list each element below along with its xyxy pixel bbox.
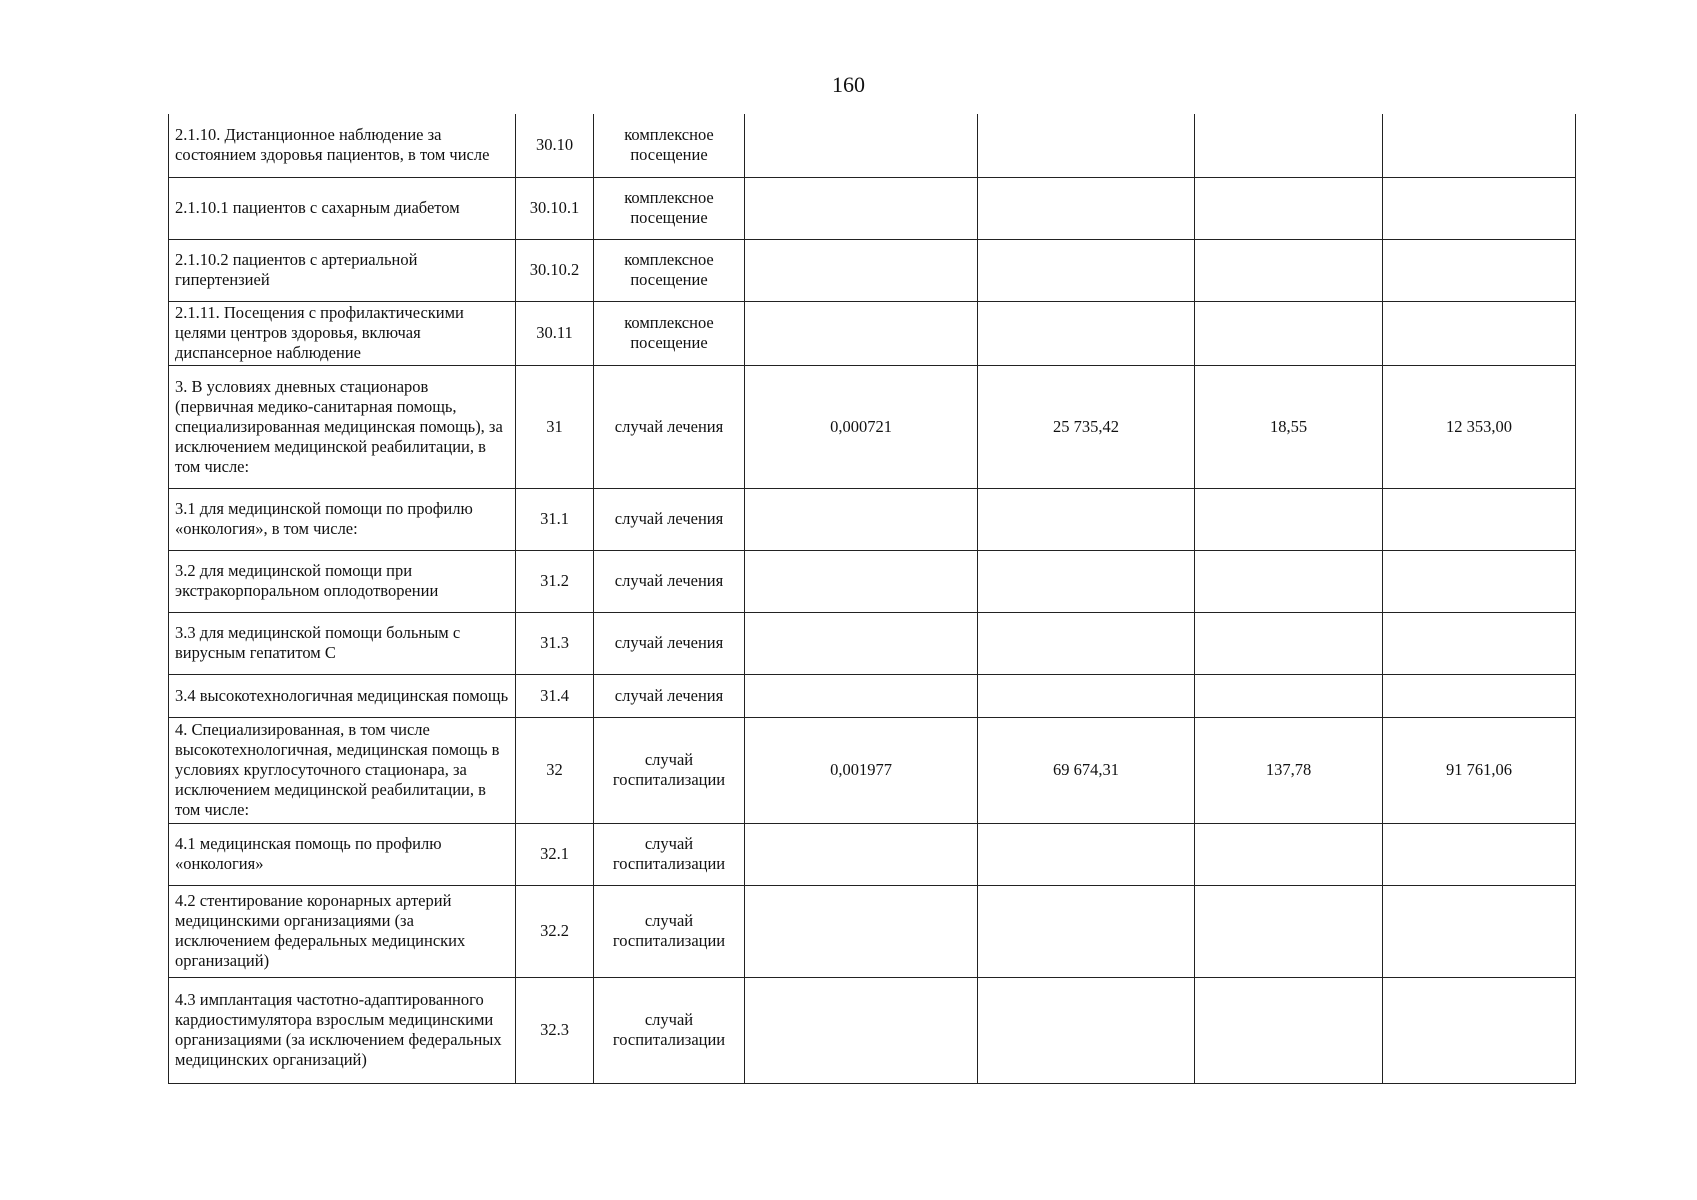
- row-value-1: [745, 550, 978, 612]
- table-row: [169, 977, 1576, 1083]
- row-code: 31.4: [540, 685, 569, 705]
- row-unit: комплексное посещение: [624, 313, 714, 352]
- row-unit-cell: [594, 885, 745, 977]
- row-code: 31: [546, 416, 563, 436]
- table-row: [169, 612, 1576, 674]
- row-value-3: [1195, 612, 1383, 674]
- row-code: 32: [546, 760, 563, 779]
- row-unit: случай лечения: [614, 633, 724, 652]
- row-value-2: [978, 885, 1195, 977]
- table-row: [169, 550, 1576, 612]
- row-value-3: [1195, 301, 1383, 365]
- row-name-cell: [169, 365, 516, 488]
- row-unit-cell: [594, 365, 745, 488]
- row-name-cell: [169, 550, 516, 612]
- row-code: 32.3: [540, 1020, 569, 1039]
- row-code: 31.2: [540, 571, 569, 590]
- row-code-cell: [516, 488, 594, 550]
- row-unit-cell: [594, 239, 745, 301]
- row-name-cell: [169, 674, 516, 717]
- row-value-4: [1383, 885, 1576, 977]
- row-value-3: [1195, 488, 1383, 550]
- row-name-cell: [169, 612, 516, 674]
- row-value-4: [1383, 301, 1576, 365]
- row-unit: случай лечения: [614, 685, 724, 705]
- row-name: 2.1.11. Посещения с профилактическими целями центров здоровья, включая диспансерное наблюдение: [175, 303, 464, 362]
- row-value-1: [745, 885, 978, 977]
- row-name-cell: [169, 977, 516, 1083]
- page-number: 160: [832, 72, 865, 97]
- row-unit: комплексное посещение: [624, 188, 714, 227]
- row-value-1: 0,000721: [745, 365, 978, 488]
- row-value-1: [745, 823, 978, 885]
- row-name-cell: [169, 301, 516, 365]
- row-value-1: [745, 612, 978, 674]
- row-value-4: [1383, 239, 1576, 301]
- row-unit: комплексное посещение: [624, 250, 714, 289]
- table-row: [169, 885, 1576, 977]
- row-unit: случай лечения: [614, 509, 724, 528]
- row-value-4: [1383, 823, 1576, 885]
- row-value-1: [745, 674, 978, 717]
- table-row: [169, 488, 1576, 550]
- table-row: [169, 114, 1576, 177]
- row-value-1: [745, 977, 978, 1083]
- row-code: 30.10.2: [529, 260, 580, 279]
- row-value-2: [978, 488, 1195, 550]
- row-code-cell: [516, 717, 594, 823]
- row-value-1: [745, 177, 978, 239]
- row-name: 2.1.10. Дистанционное наблюдение за состоянием здоровья пациентов, в том числе: [175, 125, 490, 165]
- row-code: 31.1: [540, 509, 569, 528]
- row-name: 4.1 медицинская помощь по профилю «онкология»: [175, 834, 442, 873]
- table-row: [169, 717, 1576, 823]
- row-value-2: [978, 674, 1195, 717]
- row-value-3: [1195, 114, 1383, 177]
- row-value-4: [1383, 674, 1576, 717]
- row-value-3: [1195, 550, 1383, 612]
- table-row: [169, 239, 1576, 301]
- row-name-cell: [169, 823, 516, 885]
- row-name: 3. В условиях дневных стационаров (первичная медико-санитарная помощь, специализированная медицинская помощь), за исключением медицинской реабилитации, в том числе:: [175, 376, 503, 476]
- row-value-3: [1195, 885, 1383, 977]
- row-name: 4. Специализированная, в том числе высокотехнологичная, медицинская помощь в условиях круглосуточного стационара, за исключением медицинской реабилитации, в том числе:: [175, 720, 500, 819]
- row-code: 30.10.1: [529, 198, 580, 217]
- row-value-3: [1195, 674, 1383, 717]
- row-value-4: [1383, 114, 1576, 177]
- row-value-4: 12 353,00: [1383, 365, 1576, 488]
- row-code: 30.11: [536, 323, 573, 342]
- row-value-2: [978, 550, 1195, 612]
- table-row: [169, 674, 1576, 717]
- row-code-cell: [516, 823, 594, 885]
- row-code: 32.2: [540, 921, 569, 940]
- row-name: 4.2 стентирование коронарных артерий медицинскими организациями (за исключением федеральных медицинских организаций): [175, 891, 466, 970]
- row-value-4: [1383, 488, 1576, 550]
- row-unit-cell: [594, 488, 745, 550]
- row-unit: комплексное посещение: [624, 125, 714, 165]
- row-value-1: [745, 301, 978, 365]
- row-unit-cell: [594, 177, 745, 239]
- row-value-2: [978, 612, 1195, 674]
- row-code-cell: [516, 885, 594, 977]
- row-value-3: [1195, 177, 1383, 239]
- row-value-2: [978, 177, 1195, 239]
- row-code-cell: [516, 239, 594, 301]
- row-name-cell: [169, 114, 516, 177]
- row-code-cell: [516, 612, 594, 674]
- row-value-1: [745, 488, 978, 550]
- table-row: [169, 177, 1576, 239]
- row-name: 2.1.10.1 пациентов с сахарным диабетом: [175, 198, 460, 217]
- row-value-3: [1195, 239, 1383, 301]
- row-value-1: [745, 239, 978, 301]
- row-value-3: 137,78: [1195, 717, 1383, 823]
- row-name: 3.4 высокотехнологичная медицинская помощь: [175, 685, 509, 705]
- row-unit-cell: [594, 550, 745, 612]
- row-unit-cell: [594, 977, 745, 1083]
- row-value-3: 18,55: [1195, 365, 1383, 488]
- row-value-2: [978, 114, 1195, 177]
- table-row: [169, 823, 1576, 885]
- row-unit-cell: [594, 301, 745, 365]
- row-value-4: [1383, 550, 1576, 612]
- row-code: 32.1: [540, 844, 569, 863]
- row-name: 2.1.10.2 пациентов с артериальной гипертензией: [175, 250, 418, 289]
- row-value-2: [978, 301, 1195, 365]
- row-code-cell: [516, 977, 594, 1083]
- row-value-4: 91 761,06: [1383, 717, 1576, 823]
- row-name-cell: [169, 488, 516, 550]
- row-unit-cell: [594, 823, 745, 885]
- row-value-2: [978, 977, 1195, 1083]
- data-table: [168, 114, 1576, 1084]
- table-row: [169, 365, 1576, 488]
- row-name-cell: [169, 717, 516, 823]
- row-code-cell: [516, 177, 594, 239]
- row-unit: случай госпитализации: [612, 834, 726, 873]
- row-code-cell: [516, 301, 594, 365]
- row-name-cell: [169, 885, 516, 977]
- row-code: 31.3: [540, 633, 569, 652]
- row-value-3: [1195, 823, 1383, 885]
- row-code-cell: [516, 114, 594, 177]
- row-name: 4.3 имплантация частотно-адаптированного кардиостимулятора взрослым медицинскими организациями (за исключением федеральных медицинских организаций): [175, 990, 502, 1069]
- row-value-4: [1383, 612, 1576, 674]
- row-unit: случай госпитализации: [612, 911, 726, 950]
- row-name: 3.1 для медицинской помощи по профилю «онкология», в том числе:: [175, 499, 473, 538]
- row-code: 30.10: [535, 135, 574, 155]
- row-value-2: 69 674,31: [978, 717, 1195, 823]
- row-name: 3.2 для медицинской помощи при экстракорпоральном оплодотворении: [175, 561, 439, 600]
- row-unit-cell: [594, 612, 745, 674]
- row-unit: случай госпитализации: [612, 750, 726, 789]
- row-unit: случай лечения: [614, 571, 724, 590]
- row-code-cell: [516, 550, 594, 612]
- row-code-cell: [516, 365, 594, 488]
- row-name-cell: [169, 239, 516, 301]
- row-unit-cell: [594, 114, 745, 177]
- row-value-2: 25 735,42: [978, 365, 1195, 488]
- row-value-4: [1383, 177, 1576, 239]
- row-value-1: 0,001977: [745, 717, 978, 823]
- row-value-2: [978, 823, 1195, 885]
- row-unit: случай госпитализации: [612, 1010, 726, 1049]
- row-unit-cell: [594, 674, 745, 717]
- row-name: 3.3 для медицинской помощи больным с вирусным гепатитом С: [175, 623, 461, 662]
- row-value-1: [745, 114, 978, 177]
- table-row: [169, 301, 1576, 365]
- row-name-cell: [169, 177, 516, 239]
- row-unit: случай лечения: [614, 416, 724, 436]
- row-value-3: [1195, 977, 1383, 1083]
- row-value-4: [1383, 977, 1576, 1083]
- row-code-cell: [516, 674, 594, 717]
- row-unit-cell: [594, 717, 745, 823]
- row-value-2: [978, 239, 1195, 301]
